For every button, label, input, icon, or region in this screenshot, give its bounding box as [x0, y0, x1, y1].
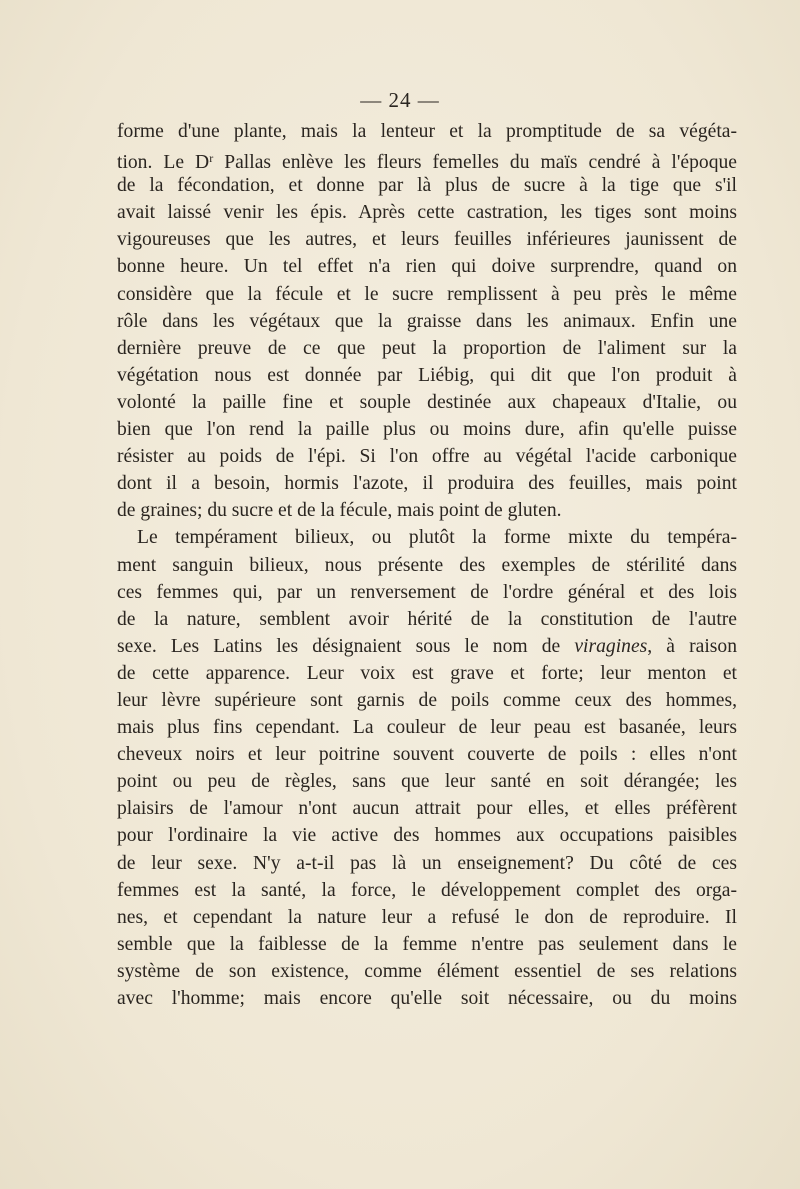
- text-line: ment sanguin bilieux, nous présente des exemples de stérilité dans: [117, 554, 737, 576]
- text-line: semble que la faiblesse de la femme n'entre pas seulement dans le: [117, 933, 737, 955]
- text-line: avec l'homme; mais encore qu'elle soit nécessaire, ou du moins: [117, 988, 737, 1009]
- text-line: leur lèvre supérieure sont garnis de poils comme ceux des hommes,: [117, 689, 737, 711]
- text-line: avait laissé venir les épis. Après cette castration, les tiges sont moins: [117, 202, 737, 224]
- page-number: — 24 —: [360, 88, 440, 112]
- text-line: considère que la fécule et le sucre remplissent à peu près le même: [117, 283, 737, 305]
- text-line: de leur sexe. N'y a-t-il pas là un enseignement? Du côté de ces: [117, 852, 737, 874]
- text-line: ces femmes qui, par un renversement de l'ordre général et des lois: [117, 581, 737, 603]
- text-line: système de son existence, comme élément essentiel de ses relations: [117, 960, 737, 982]
- text-line: nes, et cependant la nature leur a refusé le don de reproduire. Il: [117, 906, 737, 928]
- text-fragment: tion. Le D: [117, 152, 210, 173]
- text-line: vigoureuses que les autres, et leurs feuilles inférieures jaunissent de: [117, 229, 737, 251]
- text-fragment: sexe. Les Latins les désignaient sous le nom de: [117, 635, 561, 657]
- text-line: plaisirs de l'amour n'ont aucun attrait pour elles, et elles préfèrent: [117, 798, 737, 820]
- text-line: dont il a besoin, hormis l'azote, il produira des feuilles, mais point: [117, 473, 737, 495]
- italic-term: viragines: [574, 635, 648, 657]
- text-line: dernière preuve de ce que peut la proportion de l'aliment sur la: [117, 337, 737, 359]
- text-line: Le tempérament bilieux, ou plutôt la forme mixte du tempéra-: [137, 527, 737, 549]
- text-line: de la nature, semblent avoir hérité de la constitution de l'autre: [117, 608, 737, 630]
- text-line: bien que l'on rend la paille plus ou moins dure, afin qu'elle puisse: [117, 419, 737, 441]
- superscript: r: [209, 151, 214, 166]
- text-line: volonté la paille fine et souple destinée aux chapeaux d'Italie, ou: [117, 391, 737, 413]
- text-fragment: Pallas enlève les fleurs femelles du maïs cendré à l'époque: [213, 152, 737, 173]
- text-line: bonne heure. Un tel effet n'a rien qui doive surprendre, quand on: [117, 256, 737, 278]
- text-line: [117, 145, 737, 172]
- text-line: femmes est la santé, la force, le développement complet des orga-: [117, 879, 737, 901]
- text-line: point ou peu de règles, sans que leur santé en soit dérangée; les: [117, 771, 737, 793]
- text-line: rôle dans les végétaux que la graisse dans les animaux. Enfin une: [117, 310, 737, 332]
- text-line: de la fécondation, et donne par là plus de sucre à la tige que s'il: [117, 175, 737, 197]
- body-text: [117, 118, 737, 1012]
- text-line: résister au poids de l'épi. Si l'on offre au végétal l'acide carbonique: [117, 446, 737, 468]
- text-line: [117, 633, 737, 660]
- text-line: pour l'ordinaire la vie active des hommes aux occupations paisibles: [117, 825, 737, 847]
- text-line: de graines; du sucre et de la fécule, mais point de gluten.: [117, 500, 562, 522]
- text-line: cheveux noirs et leur poitrine souvent couverte de poils : elles n'ont: [117, 744, 737, 766]
- text-fragment: , à raison: [647, 635, 737, 657]
- text-line: forme d'une plante, mais la lenteur et la promptitude de sa végéta-: [117, 121, 737, 142]
- text-line: mais plus fins cependant. La couleur de leur peau est basanée, leurs: [117, 717, 737, 739]
- text-line: de cette apparence. Leur voix est grave et forte; leur menton et: [117, 662, 737, 684]
- text-line: végétation nous est donnée par Liébig, qui dit que l'on produit à: [117, 364, 737, 386]
